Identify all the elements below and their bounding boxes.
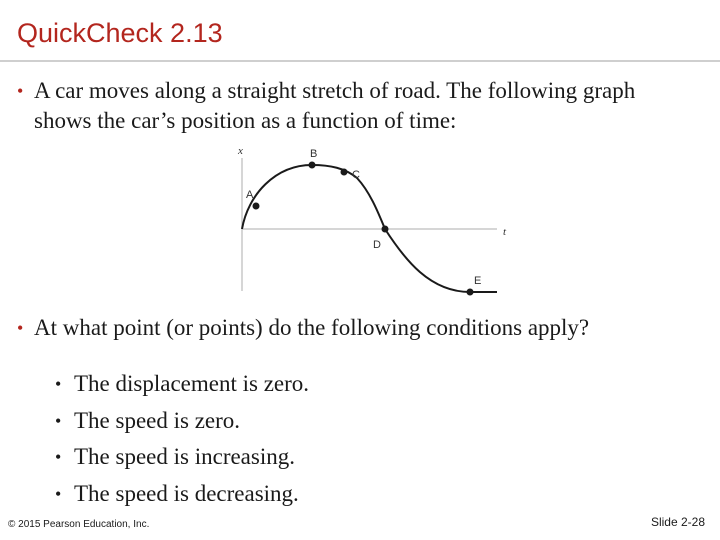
- point-b-marker: [309, 162, 316, 169]
- condition-item: [55, 439, 309, 476]
- point-d-label: D: [373, 239, 381, 251]
- point-c-marker: [341, 169, 348, 176]
- point-a-label: A: [246, 189, 254, 201]
- bullet-icon: •: [55, 447, 62, 467]
- question-text: At what point (or points) do the following conditions apply?: [34, 315, 590, 340]
- point-c-label: C: [352, 169, 360, 181]
- slide-title: QuickCheck 2.13: [17, 18, 223, 48]
- bullet-icon: •: [17, 318, 24, 338]
- condition-text: The speed is increasing.: [74, 444, 295, 469]
- question-bullet: [17, 313, 707, 343]
- condition-item: [55, 476, 309, 513]
- intro-text: A car moves along a straight stretch of road. The following graph shows the car’s position as a function of time:: [34, 78, 636, 133]
- bullet-icon: •: [17, 81, 24, 101]
- bullet-icon: •: [55, 374, 62, 394]
- condition-item: [55, 403, 309, 440]
- bullet-icon: •: [55, 410, 62, 431]
- y-axis-label: x: [238, 145, 243, 157]
- point-a-marker: [253, 203, 260, 210]
- slide-number: Slide 2-28: [650, 515, 705, 529]
- copyright-notice: © 2015 Pearson Education, Inc.: [8, 519, 150, 530]
- point-e-marker: [467, 289, 474, 296]
- condition-text: The speed is zero.: [74, 407, 241, 433]
- point-b-label: B: [310, 148, 318, 160]
- conditions-list: [55, 366, 309, 512]
- condition-text: The displacement is zero.: [74, 371, 310, 396]
- point-e-label: E: [474, 275, 482, 287]
- x-axis-label: t: [503, 226, 507, 238]
- point-d-marker: [382, 226, 389, 233]
- condition-item: [55, 366, 309, 403]
- condition-text: The speed is decreasing.: [74, 480, 299, 506]
- bullet-icon: •: [55, 483, 62, 504]
